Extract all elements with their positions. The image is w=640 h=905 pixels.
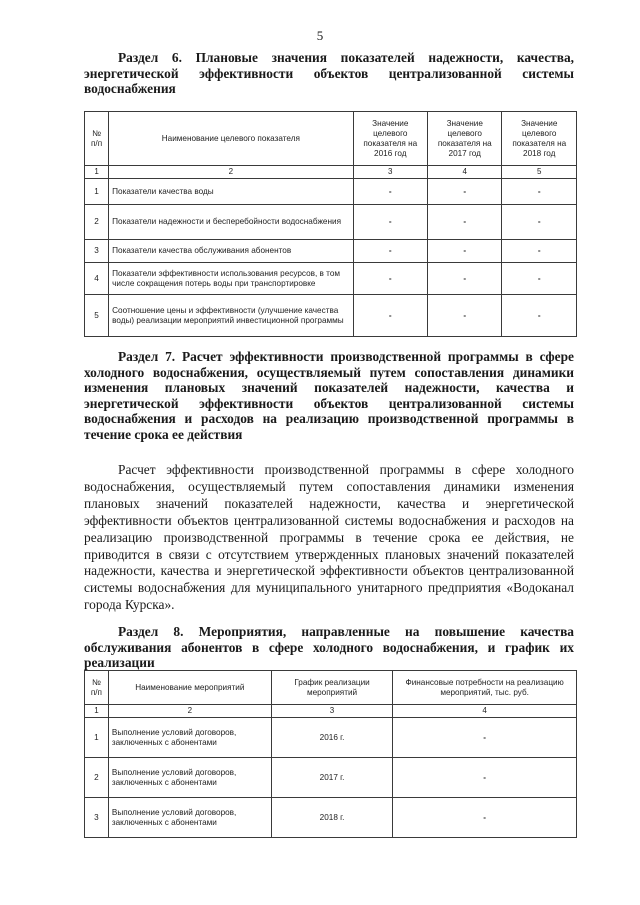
row-name: Выполнение условий договоров, заключенных с абонентами [108, 758, 271, 798]
header-2018: Значение целевого показателя на 2018 год [502, 112, 577, 166]
row-schedule: 2018 г. [271, 798, 392, 838]
row-schedule: 2016 г. [271, 718, 392, 758]
col-number: 4 [428, 166, 502, 179]
col-number: 2 [109, 166, 353, 179]
row-num: 3 [85, 798, 109, 838]
row-value-2018: - [502, 240, 577, 263]
header-indicator-name: Наименование целевого показателя [109, 112, 353, 166]
row-finance: - [393, 798, 577, 838]
row-num: 2 [85, 205, 109, 240]
row-num: 5 [85, 295, 109, 337]
col-number: 3 [353, 166, 427, 179]
table-row [85, 798, 577, 838]
row-value-2018: - [502, 295, 577, 337]
section-6-table [84, 111, 577, 337]
col-number: 3 [271, 705, 392, 718]
row-value-2017: - [428, 263, 502, 295]
col-number: 1 [85, 705, 109, 718]
col-number: 4 [393, 705, 577, 718]
section-8-heading: Раздел 8. Мероприятия, направленные на повышение качества обслуживания абонентов в сфере холодного водоснабжения, и график их реализации [84, 624, 574, 670]
row-value-2018: - [502, 179, 577, 205]
header-num: № п/п [85, 112, 109, 166]
row-finance: - [393, 718, 577, 758]
table-row [85, 758, 577, 798]
row-name: Показатели качества воды [109, 179, 353, 205]
row-value-2018: - [502, 205, 577, 240]
row-value-2017: - [428, 205, 502, 240]
section-6-heading: Раздел 6. Плановые значения показателей надежности, качества, энергетической эффективности объектов централизованной системы водоснабжения [84, 50, 574, 96]
row-num: 3 [85, 240, 109, 263]
row-name: Соотношение цены и эффективности (улучшение качества воды) реализации мероприятий инвестиционной программы [109, 295, 353, 337]
row-name: Показатели надежности и бесперебойности водоснабжения [109, 205, 353, 240]
row-num: 1 [85, 179, 109, 205]
page-number: 5 [316, 28, 324, 43]
column-number-row [85, 166, 577, 179]
row-value-2017: - [428, 295, 502, 337]
table-row [85, 295, 577, 337]
header-measure-name: Наименование мероприятий [108, 671, 271, 705]
col-number: 2 [108, 705, 271, 718]
row-value-2016: - [353, 263, 427, 295]
row-value-2017: - [428, 240, 502, 263]
row-name: Выполнение условий договоров, заключенных с абонентами [108, 798, 271, 838]
section-8-table [84, 670, 577, 838]
row-num: 1 [85, 718, 109, 758]
table-row [85, 263, 577, 295]
row-name: Выполнение условий договоров, заключенных с абонентами [108, 718, 271, 758]
header-2017: Значение целевого показателя на 2017 год [428, 112, 502, 166]
table-header-row [85, 112, 577, 166]
row-num: 2 [85, 758, 109, 798]
col-number: 5 [502, 166, 577, 179]
row-value-2018: - [502, 263, 577, 295]
header-num: № п/п [85, 671, 109, 705]
table-header-row [85, 671, 577, 705]
row-schedule: 2017 г. [271, 758, 392, 798]
section-7-heading: Раздел 7. Расчет эффективности производственной программы в сфере холодного водоснабжения, осуществляемый путем сопоставления динамики изменения плановых значений показателей надежности, качества и энергетической эффективности объектов централизованной системы водоснабжения и расходов на реализацию производственной программы в течение срока ее действия [84, 349, 574, 442]
row-name: Показатели эффективности использования ресурсов, в том числе сокращения потерь воды при транспортировке [109, 263, 353, 295]
row-value-2016: - [353, 179, 427, 205]
table-row [85, 240, 577, 263]
table-row [85, 179, 577, 205]
col-number: 1 [85, 166, 109, 179]
row-finance: - [393, 758, 577, 798]
table-row [85, 718, 577, 758]
row-num: 4 [85, 263, 109, 295]
table-row [85, 205, 577, 240]
row-value-2016: - [353, 295, 427, 337]
row-value-2016: - [353, 205, 427, 240]
header-2016: Значение целевого показателя на 2016 год [353, 112, 427, 166]
row-name: Показатели качества обслуживания абонентов [109, 240, 353, 263]
header-finance: Финансовые потребности на реализацию мероприятий, тыс. руб. [393, 671, 577, 705]
header-schedule: График реализации мероприятий [271, 671, 392, 705]
row-value-2017: - [428, 179, 502, 205]
section-7-paragraph: Расчет эффективности производственной программы в сфере холодного водоснабжения, осуществляемый путем сопоставления динамики изменения плановых значений показателей надежности, качества и энергетической эффективности объектов централизованной системы водоснабжения и расходов на реализацию производственной программы в течение срока ее действия, не приводится в связи с отсутствием утвержденных плановых значений показателей надежности, качества и энергетической эффективности объектов централизованной системы водоснабжения для муниципального унитарного предприятия «Водоканал города Курска». [84, 462, 574, 613]
column-number-row [85, 705, 577, 718]
row-value-2016: - [353, 240, 427, 263]
